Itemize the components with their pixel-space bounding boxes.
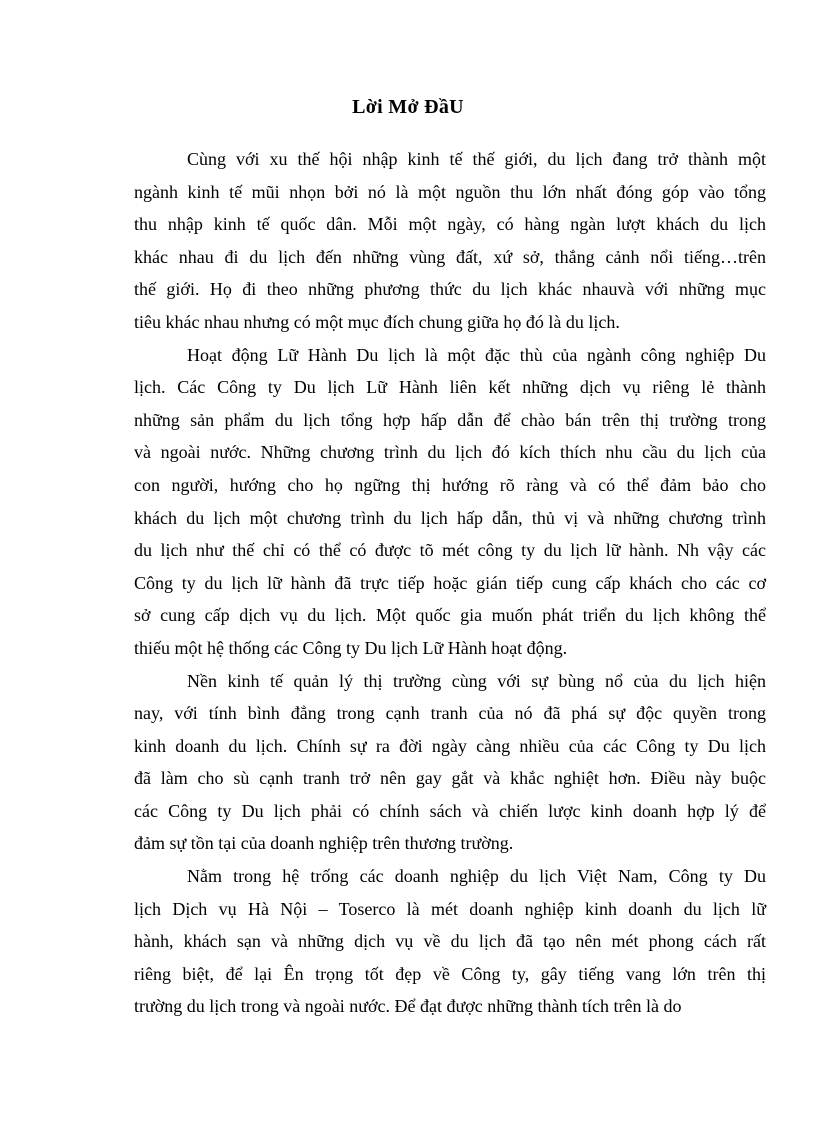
text-line: kinh doanh du lịch. Chính sự ra đời ngày càng nhiều của các Công ty Du lịch [134,735,766,756]
text-line: trường du lịch trong và ngoài nước. Để đạt được những thành tích trên là do [134,996,682,1017]
text-line: Công ty du lịch lữ hành đã trực tiếp hoặc gián tiếp cung cấp khách cho các cơ [134,572,766,593]
text-line: Nền kinh tế quản lý thị trường cùng với sự bùng nổ của du lịch hiện [187,670,766,691]
paragraph-2 [134,339,766,665]
text-line: những sản phẩm du lịch tổng hợp hấp dẫn để chào bán trên thị trường trong [134,409,766,430]
text-line: Cùng với xu thế hội nhập kinh tế thế giới, du lịch đang trở thành một [187,149,766,169]
text-line: và ngoài nước. Những chương trình du lịch đó kích thích nhu cầu du lịch của [134,442,766,463]
text-line: khách du lịch một chương trình du lịch hấp dẫn, thủ vị và những chương trình [134,507,766,528]
paragraph-3 [134,665,766,861]
paragraph-1 [134,143,766,339]
text-line: thế giới. Họ đi theo những phương thức du lịch khác nhauvà với những mục [134,279,766,300]
text-line: thiếu một hệ thống các Công ty Du lịch Lữ Hành hoạt động. [134,637,568,658]
text-line: nay, với tính bình đẳng trong cạnh tranh của nó đã phá sự độc quyền trong [134,703,766,724]
text-line: thu nhập kinh tế quốc dân. Mỗi một ngày, có hàng ngàn lượt khách du lịch [134,214,766,235]
page-title: Lời Mở ĐầU [352,96,464,118]
text-line: lịch. Các Công ty Du lịch Lữ Hành liên kết những dịch vụ riêng lẻ thành [134,377,766,398]
text-line: Nằm trong hệ trống các doanh nghiệp du lịch Việt Nam, Công ty Du [187,866,766,887]
text-line: các Công ty Du lịch phải có chính sách và chiến lược kinh doanh hợp lý để [134,800,766,821]
text-line: tiêu khác nhau nhưng có một mục đích chung giữa họ đó là du lịch. [134,311,620,332]
text-line: đảm sự tồn tại của doanh nghiệp trên thương trường. [134,833,514,854]
text-line: riêng biệt, để lại Ên trọng tốt đẹp về Công ty, gây tiếng vang lớn trên thị [134,963,766,984]
text-line: ngành kinh tế mũi nhọn bởi nó là một nguồn thu lớn nhất đóng góp vào tổng [134,181,766,202]
text-line: hành, khách sạn và những dịch vụ về du lịch đã tạo nên mét phong cách rất [134,931,766,952]
text-line: đã làm cho sù cạnh tranh trở nên gay gắt và khắc nghiệt hơn. Điều này buộc [134,768,766,789]
text-line: con người, hướng cho họ ngững thị hướng rõ ràng và có thể đảm bảo cho [134,474,766,495]
text-line: sở cung cấp dịch vụ du lịch. Một quốc gia muốn phát triển du lịch không thể [134,605,766,626]
text-line: lịch Dịch vụ Hà Nội – Toserco là mét doanh nghiệp kinh doanh du lịch lữ [134,898,766,919]
document-body [134,143,766,1023]
text-line: du lịch như thế chỉ có thể có được tõ mét công ty du lịch lữ hành. Nh vậy các [134,540,766,561]
text-line: Hoạt động Lữ Hành Du lịch là một đặc thù của ngành công nghiệp Du [187,344,766,365]
text-line: khác nhau đi du lịch đến những vùng đất, xứ sở, thắng cảnh nổi tiếng…trên [134,246,766,267]
paragraph-4 [134,860,766,1023]
